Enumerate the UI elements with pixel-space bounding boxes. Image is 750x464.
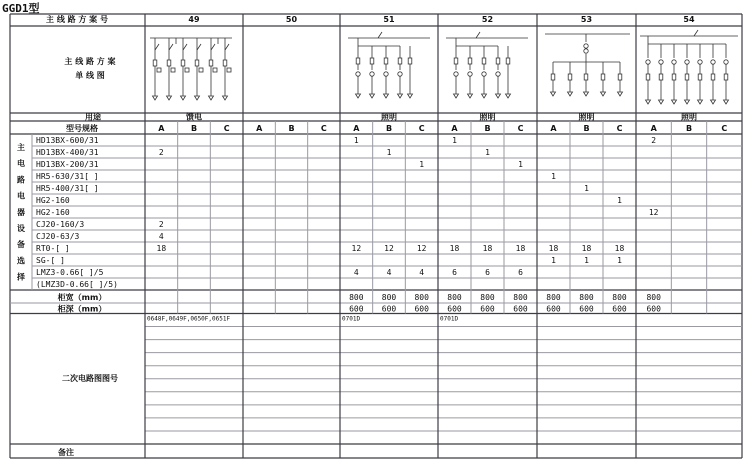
equipment-qty: 1 — [419, 160, 425, 169]
equipment-qty: 1 — [452, 136, 457, 145]
equipment-side-char: 选 — [17, 256, 25, 266]
equipment-model: SG-[ ] — [36, 256, 65, 265]
depth-value: 600 — [579, 304, 594, 314]
equipment-qty: 1 — [551, 256, 556, 265]
scheme-number: 49 — [188, 15, 200, 24]
table-grid — [10, 14, 742, 458]
equipment-qty: 4 — [353, 268, 359, 277]
sub-header: C — [721, 124, 728, 133]
sub-header: B — [190, 124, 198, 133]
equipment-model: HG2-160 — [36, 208, 70, 217]
equipment-model: HR5-630/31[ ] — [36, 172, 99, 181]
scheme-number: 54 — [683, 15, 695, 24]
equipment-qty: 2 — [158, 148, 164, 157]
remark-label: 备注 — [58, 448, 74, 457]
depth-value: 600 — [513, 304, 528, 314]
scheme-number: 52 — [481, 15, 494, 24]
equipment-qty: 2 — [651, 136, 657, 145]
equipment-qty: 1 — [485, 148, 490, 157]
equipment-qty: 12 — [384, 244, 394, 253]
sub-header: C — [223, 124, 230, 133]
sub-header: B — [288, 124, 295, 133]
diagram-51 — [348, 32, 430, 98]
equipment-qty: 1 — [353, 136, 359, 145]
equipment-side-char: 路 — [17, 175, 25, 185]
equipment-qty: 12 — [351, 244, 362, 253]
secondary-code: 0648F,0649F,0650F,0651F — [147, 315, 231, 323]
width-value: 800 — [349, 293, 364, 302]
equipment-qty: 18 — [156, 244, 167, 253]
sub-header: C — [517, 124, 524, 133]
equipment-qty: 1 — [584, 184, 589, 193]
equipment-model: HR5-400/31[ ] — [36, 184, 99, 193]
secondary-label: 二次电路图图号 — [62, 373, 118, 383]
width-value: 800 — [546, 293, 561, 302]
equipment-model: (LMZ3D-0.66[ ]/5) — [36, 280, 118, 289]
equipment-qty: 12 — [416, 244, 427, 253]
sub-header: A — [256, 124, 263, 133]
equipment-side-char: 择 — [17, 272, 25, 282]
width-value: 800 — [414, 293, 429, 302]
equipment-model: LMZ3-0.66[ ]/5 — [36, 268, 104, 277]
depth-value: 600 — [381, 304, 397, 314]
equipment-qty: 1 — [617, 256, 622, 265]
equipment-model: HD13BX-400/31 — [36, 148, 99, 157]
width-value: 800 — [579, 293, 594, 302]
scheme-number: 51 — [383, 15, 395, 24]
equipment-side-char: 备 — [17, 240, 25, 250]
equipment-model: HD13BX-200/31 — [36, 160, 99, 169]
equipment-qty: 4 — [419, 268, 425, 277]
equipment-qty: 18 — [548, 244, 559, 253]
equipment-side-char: 电 — [17, 159, 25, 169]
depth-value: 600 — [612, 304, 627, 314]
depth-value: 600 — [447, 304, 462, 314]
width-value: 800 — [480, 293, 495, 302]
equipment-qty: 18 — [581, 244, 592, 253]
diagram-label: 主 线 路 方 案 — [64, 57, 116, 66]
equipment-side-char: 主 — [17, 143, 25, 152]
single-line-diagrams — [150, 30, 738, 104]
equipment-qty: 18 — [515, 244, 526, 253]
equipment-model: CJ20-160/3 — [36, 220, 85, 229]
width-label: 柜宽（mm） — [57, 293, 107, 302]
depth-value: 600 — [646, 304, 661, 314]
equipment-qty: 6 — [485, 268, 490, 277]
equipment-qty: 1 — [518, 160, 523, 169]
sub-header: B — [583, 124, 590, 133]
width-value: 800 — [646, 293, 661, 302]
equipment-qty: 12 — [648, 208, 659, 217]
width-value: 800 — [447, 293, 462, 302]
sub-header: A — [353, 124, 360, 133]
scheme-no-label: 主 线 路 方 案 号 — [46, 15, 108, 24]
equipment-qty: 6 — [452, 268, 457, 277]
scheme-number: 53 — [580, 15, 593, 24]
sub-header: B — [484, 124, 491, 133]
equipment-qty: 1 — [584, 256, 589, 265]
equipment-qty: 1 — [551, 172, 556, 181]
equipment-qty: 1 — [617, 196, 622, 205]
secondary-code: 0701D — [440, 315, 459, 323]
equipment-qty: 18 — [614, 244, 625, 253]
scheme-number: 50 — [285, 15, 298, 24]
equipment-side-char: 电 — [17, 191, 25, 201]
diagram-49 — [150, 38, 232, 100]
equipment-qty: 18 — [449, 244, 460, 253]
sub-header: A — [550, 124, 557, 133]
diagram-label: 单 线 图 — [75, 71, 105, 80]
equipment-model: HG2-160 — [36, 196, 70, 205]
usage-value: 照明 — [479, 112, 496, 122]
secondary-code: 0701D — [342, 315, 361, 323]
sub-header: C — [418, 124, 425, 133]
equipment-model: CJ20-63/3 — [36, 232, 80, 241]
usage-value: 馈电 — [186, 112, 202, 122]
equipment-qty: 4 — [386, 268, 392, 277]
depth-value: 600 — [414, 304, 429, 314]
equipment-qty: 6 — [518, 268, 523, 277]
width-value: 800 — [381, 293, 397, 302]
diagram-52 — [446, 32, 528, 98]
sub-header: B — [385, 124, 393, 133]
depth-value: 600 — [546, 304, 561, 314]
diagram-53 — [545, 34, 630, 96]
depth-value: 600 — [480, 304, 495, 314]
usage-value: 照明 — [681, 112, 697, 122]
depth-label: 柜深（mm） — [57, 304, 107, 314]
equipment-model: HD13BX-600/31 — [36, 136, 99, 145]
width-value: 800 — [513, 293, 528, 302]
model-spec-label: 型号规格 — [66, 124, 98, 133]
sub-header: C — [320, 124, 327, 133]
usage-value: 照明 — [578, 112, 595, 122]
sub-header: B — [685, 124, 693, 133]
equipment-qty: 2 — [158, 220, 164, 229]
equipment-model: RT0-[ ] — [36, 244, 70, 253]
sub-header: A — [158, 124, 165, 133]
diagram-54 — [640, 30, 738, 104]
page-title: GGD1型 — [2, 2, 40, 15]
equipment-qty: 4 — [158, 232, 164, 241]
width-value: 800 — [612, 293, 627, 302]
sub-header: A — [650, 124, 657, 133]
sub-header: A — [451, 124, 458, 133]
equipment-side-char: 器 — [17, 207, 25, 217]
sub-header: C — [616, 124, 623, 133]
depth-value: 600 — [349, 304, 364, 314]
usage-value: 照明 — [381, 112, 397, 122]
equipment-side-char: 设 — [17, 224, 25, 233]
equipment-qty: 1 — [386, 148, 392, 157]
usage-label: 用途 — [85, 112, 101, 122]
equipment-qty: 18 — [482, 244, 493, 253]
